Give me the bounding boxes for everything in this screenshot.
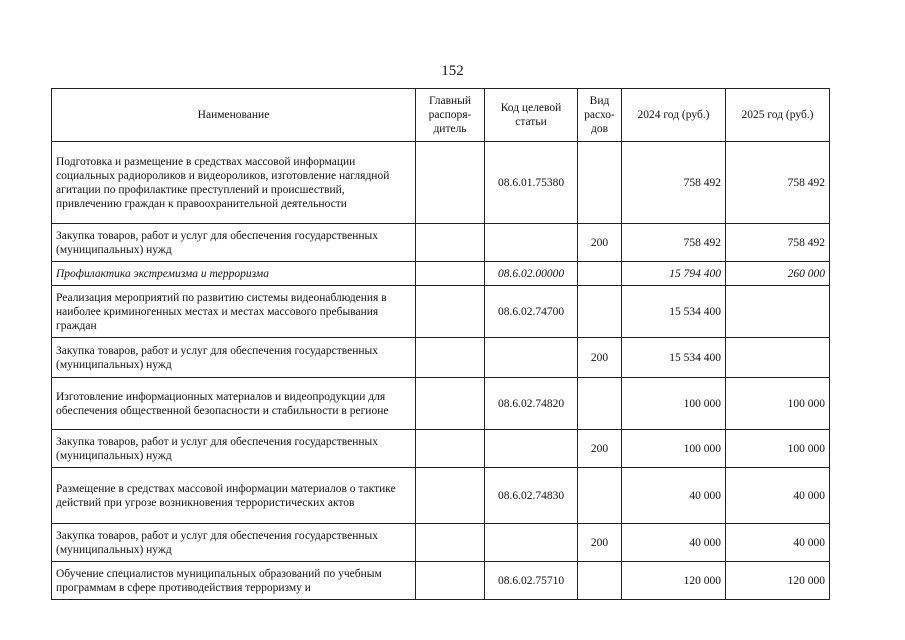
row-2025: 260 000 xyxy=(726,262,830,286)
table-row xyxy=(52,562,830,600)
row-2024: 40 000 xyxy=(622,524,726,562)
row-2024: 15 534 400 xyxy=(622,338,726,378)
row-expense-type: 200 xyxy=(578,338,622,378)
row-expense-type: 200 xyxy=(578,224,622,262)
row-code xyxy=(485,224,578,262)
row-admin xyxy=(416,430,485,468)
header-2024: 2024 год (руб.) xyxy=(622,89,726,142)
row-name: Изготовление информационных материалов и видеопродукции для обеспечения общественной безопасности и стабильности в регионе xyxy=(52,378,416,430)
row-code xyxy=(485,430,578,468)
row-code: 08.6.02.74700 xyxy=(485,286,578,338)
row-admin xyxy=(416,224,485,262)
table-row xyxy=(52,224,830,262)
row-code: 08.6.02.00000 xyxy=(485,262,578,286)
row-2024: 15 534 400 xyxy=(622,286,726,338)
row-2025: 758 492 xyxy=(726,224,830,262)
row-name: Закупка товаров, работ и услуг для обеспечения государственных (муниципальных) нужд xyxy=(52,224,416,262)
row-code: 08.6.02.74820 xyxy=(485,378,578,430)
row-name: Закупка товаров, работ и услуг для обеспечения государственных (муниципальных) нужд xyxy=(52,430,416,468)
row-admin xyxy=(416,468,485,524)
row-2024: 15 794 400 xyxy=(622,262,726,286)
row-expense-type xyxy=(578,468,622,524)
row-admin xyxy=(416,286,485,338)
row-admin xyxy=(416,524,485,562)
row-expense-type xyxy=(578,378,622,430)
header-expense-type: Вид расхо-дов xyxy=(578,89,622,142)
row-name: Закупка товаров, работ и услуг для обеспечения государственных (муниципальных) нужд xyxy=(52,338,416,378)
table-row xyxy=(52,142,830,224)
table-row xyxy=(52,468,830,524)
row-2025 xyxy=(726,338,830,378)
row-code xyxy=(485,338,578,378)
row-code: 08.6.01.75380 xyxy=(485,142,578,224)
row-expense-type: 200 xyxy=(578,524,622,562)
table-row xyxy=(52,524,830,562)
row-expense-type xyxy=(578,286,622,338)
row-2025: 100 000 xyxy=(726,378,830,430)
row-admin xyxy=(416,338,485,378)
row-2024: 120 000 xyxy=(622,562,726,600)
row-2025: 40 000 xyxy=(726,524,830,562)
header-admin: Главный распоря-дитель xyxy=(416,89,485,142)
row-2025: 40 000 xyxy=(726,468,830,524)
row-name: Обучение специалистов муниципальных образований по учебным программам в сфере противодействия терроризму и xyxy=(52,562,416,600)
row-expense-type xyxy=(578,142,622,224)
row-2024: 758 492 xyxy=(622,142,726,224)
header-2025: 2025 год (руб.) xyxy=(726,89,830,142)
row-2025: 758 492 xyxy=(726,142,830,224)
row-admin xyxy=(416,262,485,286)
row-expense-type xyxy=(578,262,622,286)
row-expense-type: 200 xyxy=(578,430,622,468)
budget-table xyxy=(51,88,830,600)
row-code xyxy=(485,524,578,562)
table-header-row xyxy=(52,89,830,142)
row-2024: 100 000 xyxy=(622,430,726,468)
row-name: Подготовка и размещение в средствах массовой информации социальных радиороликов и видеороликов, изготовление наглядной агитации по профилактике преступлений и происшествий, привлечению граждан к правоохранительной деятельности xyxy=(52,142,416,224)
header-name: Наименование xyxy=(52,89,416,142)
row-2025: 100 000 xyxy=(726,430,830,468)
row-2024: 758 492 xyxy=(622,224,726,262)
row-admin xyxy=(416,562,485,600)
row-name: Закупка товаров, работ и услуг для обеспечения государственных (муниципальных) нужд xyxy=(52,524,416,562)
row-2024: 40 000 xyxy=(622,468,726,524)
header-code: Код целевой статьи xyxy=(485,89,578,142)
row-code: 08.6.02.75710 xyxy=(485,562,578,600)
table-row xyxy=(52,286,830,338)
row-name: Профилактика экстремизма и терроризма xyxy=(52,262,416,286)
table-row xyxy=(52,378,830,430)
page-number: 152 xyxy=(441,63,464,79)
row-2025: 120 000 xyxy=(726,562,830,600)
row-name: Размещение в средствах массовой информации материалов о тактике действий при угрозе возникновения террористических актов xyxy=(52,468,416,524)
row-2025 xyxy=(726,286,830,338)
row-admin xyxy=(416,142,485,224)
row-expense-type xyxy=(578,562,622,600)
row-admin xyxy=(416,378,485,430)
row-2024: 100 000 xyxy=(622,378,726,430)
table-row xyxy=(52,430,830,468)
row-name: Реализация мероприятий по развитию системы видеонаблюдения в наиболее криминогенных местах и местах массового пребывания граждан xyxy=(52,286,416,338)
table-row xyxy=(52,338,830,378)
row-code: 08.6.02.74830 xyxy=(485,468,578,524)
table-row-section xyxy=(52,262,830,286)
